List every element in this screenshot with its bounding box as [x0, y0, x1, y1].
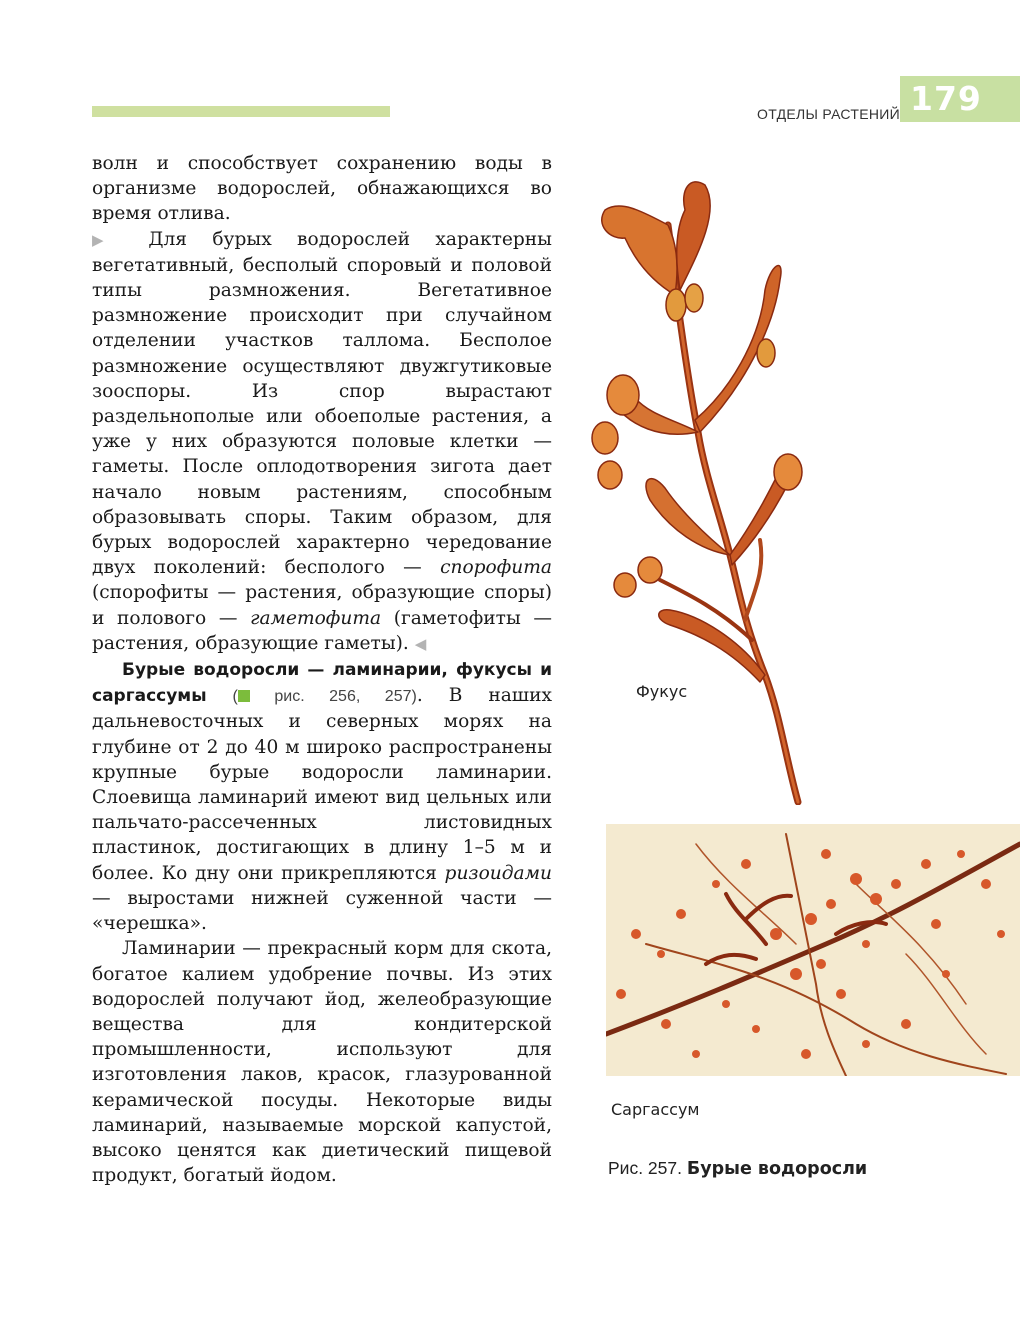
paragraph-1: волн и способствует сохранению воды в организме водорослей, обнажающихся во время отлива.	[92, 153, 552, 225]
figure-reference: ( рис. 256, 257)	[232, 688, 417, 706]
section-title: ОТДЕЛЫ РАСТЕНИЙ	[757, 106, 900, 122]
figure-caption	[608, 1158, 867, 1179]
paragraph-4: Ламинарии — прекрасный корм для скота, богатое калием удобрение почвы. Из этих водорослей получают йод, желеобразующие вещества для кондитерской промышленности, используют для изготовления лаков, красок, глазурованной керамической посуды. Некоторые виды ламинарий, называемые морской капустой, высоко ценятся как диетический пищевой продукт, богатый йодом.	[92, 938, 552, 1187]
section-end-arrow-icon: ◀	[414, 634, 427, 653]
section-start-arrow-icon: ▶	[92, 230, 123, 249]
subsection-heading: Бурые водоросли — ламинарии, фукусы и саргассумы	[92, 660, 552, 707]
term-rhizoids: ризоидами	[444, 862, 552, 884]
term-sporophyte: спорофита	[440, 557, 552, 579]
figure-ref-marker-icon	[238, 690, 250, 702]
figure-caption-title: Бурые водоросли	[686, 1159, 868, 1179]
sargassum-photo	[606, 824, 1020, 1076]
paragraph-3: Бурые водоросли — ламинарии, фукусы и саргассумы ( рис. 256, 257). В наших дальневосточных и северных морях на глубине от 2 до 40 м широко распространены крупные бурые водоросли ламинарии. Слоевища ламинарий имеют вид цельных или пальчато-рассеченных листовидных пластинок, достигающих в длину 1–5 м и более. Ко дну они прикрепляются ризоидами — выростами нижней суженной части — «черешка».	[92, 660, 552, 935]
header-accent-bar	[92, 106, 390, 117]
term-gametophyte: гаметофита	[250, 607, 382, 629]
fucus-label: Фукус	[636, 682, 688, 701]
main-text-column	[92, 151, 552, 1188]
paragraph-2: ▶ Для бурых водорослей характерны вегетативный, бесполый споровый и половой типы размножения. Вегетативное размножение происходит при случайном отделении участков таллома. Бесполое размножение осуществляют двужгутиковые зооспоры. Из спор вырастают раздельнополые или обоеполые растения, а уже у них образуются половые клетки — гаметы. После оплодотворения зигота дает начало новым растениям, способным образовывать споры. Таким образом, для бурых водорослей характерно чередование двух поколений: бесполого — спорофита (спорофиты — растения, образующие споры) и полового — гаметофита (гаметофиты — растения, образующие гаметы). ◀	[92, 228, 552, 654]
fucus-illustration	[580, 170, 820, 805]
page-number: 179	[910, 79, 982, 118]
sargassum-label: Саргассум	[611, 1100, 700, 1119]
figure-caption-number: Рис. 257.	[608, 1158, 682, 1178]
